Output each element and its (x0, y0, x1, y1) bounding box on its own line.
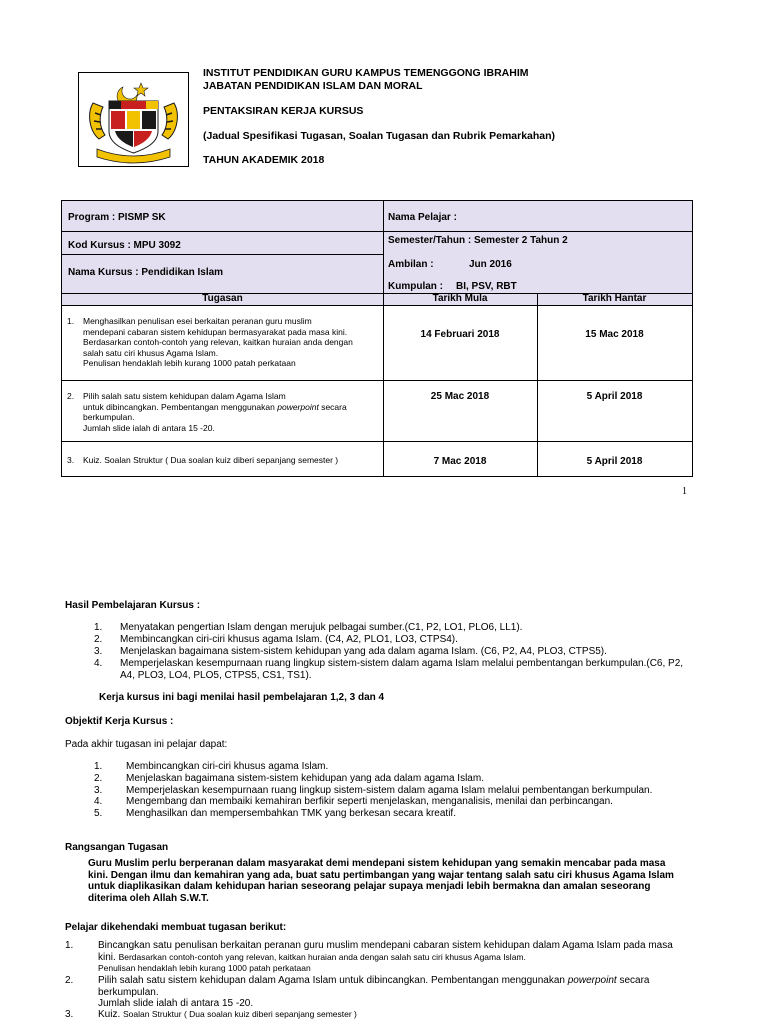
task-start-date: 7 Mac 2018 (433, 456, 487, 467)
document-title: PENTAKSIRAN KERJA KURSUS (203, 105, 364, 117)
task-description: Kuiz. Soalan Struktur ( Dua soalan kuiz diberi sepanjang semester ) (83, 455, 339, 465)
learning-outcomes-heading: Hasil Pembelajaran Kursus : (65, 600, 201, 611)
task-number: 1. (67, 316, 75, 326)
task-number: 2. (67, 391, 75, 401)
list-item-continued: A4, PLO3, LO4, PLO5, CTPS5, CS1, TS1). (120, 670, 312, 681)
info-divider (383, 201, 384, 294)
course-name-field: Nama Kursus : Pendidikan Islam (68, 267, 224, 278)
task-due-date: 5 April 2018 (586, 391, 643, 402)
document-subtitle: (Jadual Spesifikasi Tugasan, Soalan Tugasan dan Rubrik Pemarkahan) (203, 130, 556, 142)
col-header-start-date: Tarikh Mula (432, 293, 488, 304)
instruction-number: 3. (65, 1009, 74, 1020)
department-name: JABATAN PENDIDIKAN ISLAM DAN MORAL (203, 80, 423, 92)
task-start-date: 14 Februari 2018 (420, 329, 500, 340)
task-start-date: 25 Mac 2018 (430, 391, 490, 402)
group-label: Kumpulan : (388, 281, 443, 292)
task-description: Pilih salah satu sistem kehidupan dalam Agama Islam untuk dibincangkan. Pembentangan menggunakan powerpoint secara berkumpulan. Jumlah slide ialah di antara 15 -20. (83, 391, 347, 433)
task-due-date: 5 April 2018 (586, 456, 643, 467)
instruction-item: Kuiz. Soalan Struktur ( Dua soalan kuiz diberi sepanjang semester ) (98, 1009, 357, 1020)
task-number: 3. (67, 455, 75, 465)
academic-year: TAHUN AKADEMIK 2018 (203, 154, 325, 166)
instruction-item: Bincangkan satu penulisan berkaitan peranan guru muslim mendepani cabaran sistem kehidupan dalam Agama Islam pada masa kini. Berdasarkan contoh-contoh yang relevan, kaitkan huraian anda dengan salah satu ciri khusus Agama Islam. Penulisan hendaklah lebih kurang 1000 patah perkataan (98, 940, 673, 973)
crest-frame (78, 72, 189, 167)
assessment-note: Kerja kursus ini bagi menilai hasil pembelajaran 1,2, 3 dan 4 (99, 692, 385, 703)
page-number: 1 (682, 486, 687, 497)
task-schedule-table (61, 293, 693, 477)
instruction-number: 1. (65, 940, 74, 951)
instruction-number: 2. (65, 975, 74, 986)
col-header-task: Tugasan (202, 293, 243, 304)
objectives-intro: Pada akhir tugasan ini pelajar dapat: (65, 739, 228, 750)
intake-label: Ambilan : (388, 259, 434, 270)
info-row-line (62, 254, 383, 255)
task-row-line (62, 305, 692, 306)
stimulus-paragraph: Guru Muslim perlu berperanan dalam masyarakat demi mendepani sistem kehidupan yang semakin mencabar pada masa kini. Dengan ilmu dan kemahiran yang ada, buat satu pertimbangan yang wajar tentang salah satu ciri khusus Agama Islam untuk diaplikasikan dalam kehidupan harian seseorang pelajar supaya menjadi lebih bermakna dan amalan seseorang diterima oleh Allah S.W.T. (88, 858, 674, 904)
intake-value: Jun 2016 (469, 259, 512, 270)
course-code-field: Kod Kursus : MPU 3092 (68, 240, 181, 251)
stimulus-heading: Rangsangan Tugasan (65, 842, 169, 853)
semester-field: Semester/Tahun : Semester 2 Tahun 2 (388, 235, 568, 246)
col-header-due-date: Tarikh Hantar (582, 293, 647, 304)
task-due-date: 15 Mac 2018 (585, 329, 644, 340)
student-name-field: Nama Pelajar : (388, 212, 457, 223)
task-description: Menghasilkan penulisan esei berkaitan peranan guru muslim mendepani cabaran sistem kehidupan bermasyarakat pada masa kini. Berdasarkan contoh-contoh yang relevan, kaitkan huraian anda dengan salah satu ciri khusus Agama Islam. Penulisan hendaklah lebih kurang 1000 patah perkataan (83, 316, 353, 368)
institute-name: INSTITUT PENDIDIKAN GURU KAMPUS TEMENGGONG IBRAHIM (203, 67, 529, 79)
task-row-line (62, 441, 692, 442)
task-col-line (383, 294, 384, 476)
task-row-line (62, 380, 692, 381)
objectives-heading: Objektif Kerja Kursus : (65, 716, 174, 727)
info-row-line (62, 231, 692, 232)
program-field: Program : PISMP SK (68, 212, 166, 223)
malaysia-coat-of-arms-icon (79, 73, 188, 166)
group-value: BI, PSV, RBT (456, 281, 517, 292)
task-col-line (537, 294, 538, 476)
course-info-table (61, 200, 693, 295)
instruction-item: Pilih salah satu sistem kehidupan dalam Agama Islam untuk dibincangkan. Pembentangan menggunakan powerpoint secara berkumpulan. Jumlah slide ialah di antara 15 -20. (98, 975, 650, 1009)
instructions-heading: Pelajar dikehendaki membuat tugasan berikut: (65, 922, 287, 933)
